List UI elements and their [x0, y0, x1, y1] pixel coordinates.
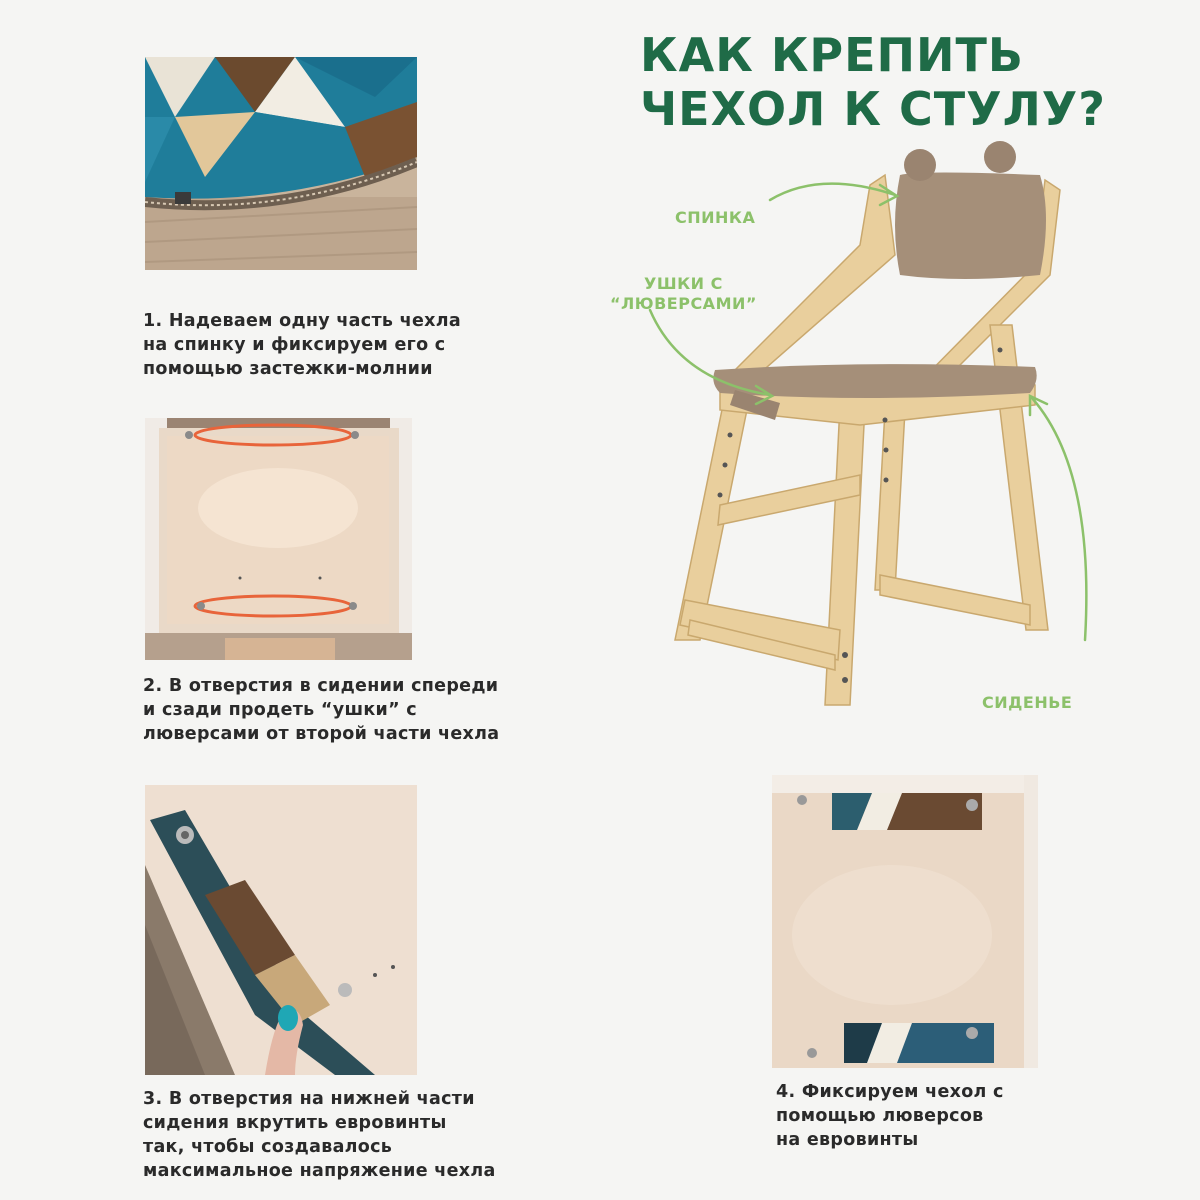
title-line-2: ЧЕХОЛ К СТУЛУ?	[640, 82, 1106, 136]
photo-screwing	[145, 785, 417, 1075]
step-2-line: люверсами от второй части чехла	[143, 724, 500, 744]
step-3-line: сидения вкрутить евровинты	[143, 1113, 447, 1133]
step-1-text	[143, 309, 461, 381]
label-ears	[610, 274, 757, 314]
title-line-1: КАК КРЕПИТЬ	[640, 28, 1024, 82]
step-3-line: 3. В отверстия на нижней части	[143, 1089, 475, 1109]
step-3-line: так, чтобы создавалось	[143, 1137, 393, 1157]
step-4-line: помощью люверсов	[776, 1106, 984, 1126]
label-backrest: СПИНКА	[675, 208, 756, 227]
photo-fixed-cover	[772, 775, 1038, 1068]
label-ears-line-2: “ЛЮВЕРСАМИ”	[610, 294, 757, 313]
photo-seat-underside	[145, 418, 412, 660]
label-ears-line-1: УШКИ С	[644, 274, 723, 293]
step-4-text	[776, 1080, 1004, 1152]
step-2-line: 2. В отверстия в сидении спереди	[143, 676, 499, 696]
step-4-line: на евровинты	[776, 1130, 919, 1150]
step-2-line: и сзади продеть “ушки” с	[143, 700, 417, 720]
step-1-line: 1. Надеваем одну часть чехла	[143, 311, 461, 331]
step-2-text	[143, 674, 499, 746]
photo-zipper	[145, 57, 417, 270]
step-3-line: максимальное напряжение чехла	[143, 1161, 496, 1181]
label-seat: СИДЕНЬЕ	[982, 693, 1073, 712]
page-title	[640, 28, 1180, 136]
step-1-line: на спинку и фиксируем его с	[143, 335, 446, 355]
step-3-text	[143, 1087, 496, 1183]
step-4-line: 4. Фиксируем чехол с	[776, 1082, 1004, 1102]
step-1-line: помощью застежки-молнии	[143, 359, 433, 379]
